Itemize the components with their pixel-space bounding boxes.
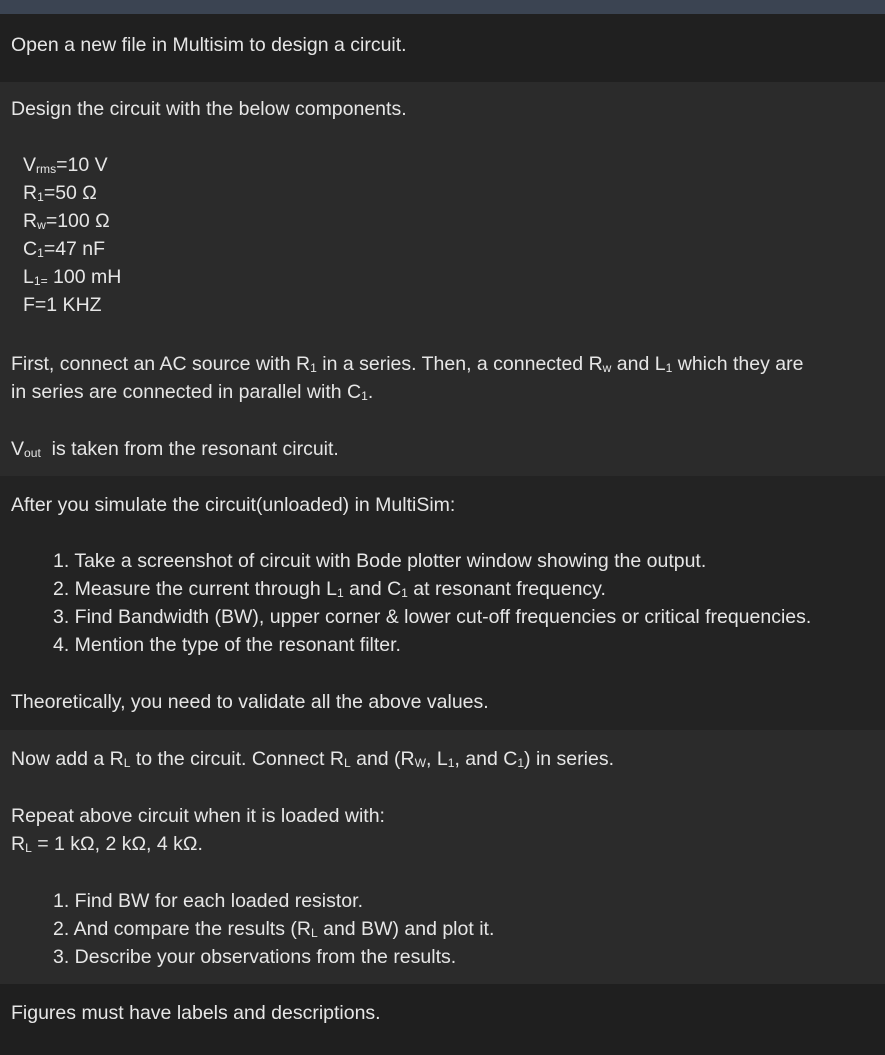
section-open-file	[0, 14, 885, 82]
theory-text: Theoretically, you need to validate all the above values.	[11, 691, 489, 713]
top-bar	[0, 0, 885, 14]
list-item: 1. Find BW for each loaded resistor.	[53, 890, 363, 912]
list-item: 2. Measure the current through $L_1$ and $C_1$ at resonant frequency.	[53, 578, 606, 601]
open-file-text: Open a new file in Multisim to design a circuit.	[11, 34, 407, 56]
simulate-heading: After you simulate the circuit(unloaded) in MultiSim:	[11, 494, 456, 516]
vout-text: $V_{out}$ is taken from the resonant circuit.	[11, 438, 339, 461]
list-item: 2. And compare the results ($R_L$ and BW) and plot it.	[53, 918, 495, 941]
section-simulate	[0, 476, 885, 730]
repeat-text: Repeat above circuit when it is loaded with:	[11, 805, 385, 827]
component-r1: $R_1=50$ Ω	[23, 182, 97, 205]
component-l1: $L_{1=}$ 100 mH	[23, 266, 122, 289]
component-rw: $R_w=100$ Ω	[23, 210, 110, 233]
design-intro: Design the circuit with the below components.	[11, 98, 407, 120]
component-c1: $C_1=47$ nF	[23, 238, 106, 261]
component-vrms: $V_{rms}=10$ V	[23, 154, 108, 177]
section-figures	[0, 984, 885, 1055]
component-f: F=1 KHZ	[23, 294, 102, 316]
connection-para-line1: First, connect an AC source with $R_1$ in a series. Then, a connected $R_w$ and $L_1$ which they are	[11, 353, 804, 376]
connection-para-line2: in series are connected in parallel with $C_1$.	[11, 381, 374, 404]
add-rl-text: Now add a $R_L$ to the circuit. Connect $R_L$ and ($R_W$, $L_1$, and $C_1$) in series.	[11, 748, 614, 771]
figures-text: Figures must have labels and descriptions.	[11, 1002, 381, 1024]
list-item: 4. Mention the type of the resonant filter.	[53, 634, 401, 656]
list-item: 3. Find Bandwidth (BW), upper corner & lower cut-off frequencies or critical frequencies.	[53, 606, 812, 628]
list-item: 1. Take a screenshot of circuit with Bode plotter window showing the output.	[53, 550, 707, 572]
section-loaded	[0, 730, 885, 984]
rl-values: $R_L = 1$ kΩ, 2 kΩ, 4 kΩ.	[11, 833, 203, 856]
section-design	[0, 82, 885, 476]
list-item: 3. Describe your observations from the results.	[53, 946, 457, 968]
